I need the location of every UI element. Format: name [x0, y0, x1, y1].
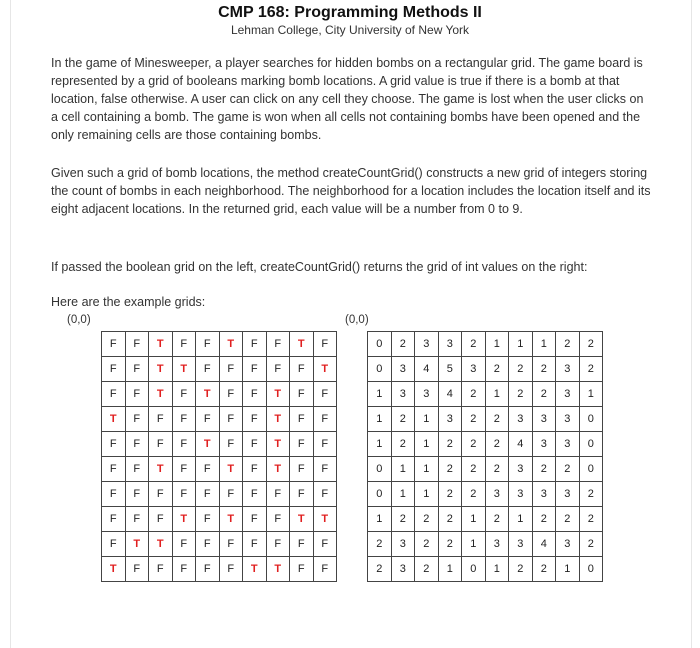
bool-grid-row: [102, 332, 337, 357]
count-grid-row: [368, 382, 603, 407]
bool-grid-cell: T: [149, 332, 173, 357]
bool-grid-cell: F: [313, 532, 337, 557]
count-grid-row: [368, 407, 603, 432]
bool-grid-row: [102, 382, 337, 407]
count-grid-cell: 1: [415, 432, 439, 457]
bool-grid-row: [102, 432, 337, 457]
bool-grid-cell: F: [149, 482, 173, 507]
bool-grid-cell: F: [266, 482, 290, 507]
page-subtitle: Lehman College, City University of New York: [230, 23, 470, 37]
bool-grid-cell: F: [196, 557, 220, 582]
bool-grid-cell: T: [172, 507, 196, 532]
bool-grid-cell: T: [102, 407, 126, 432]
count-grid-cell: 2: [438, 507, 462, 532]
bool-grid-cell: F: [102, 432, 126, 457]
count-grid-cell: 3: [415, 382, 439, 407]
count-grid-cell: 2: [485, 457, 509, 482]
bool-grid-cell: F: [102, 507, 126, 532]
bool-grid-cell: T: [219, 507, 243, 532]
count-grid-cell: 2: [415, 532, 439, 557]
count-grid-cell: 2: [462, 482, 486, 507]
bool-grid-cell: F: [172, 457, 196, 482]
bool-grid-cell: F: [266, 507, 290, 532]
bool-grid-cell: F: [172, 382, 196, 407]
bool-grid-cell: T: [243, 557, 267, 582]
bool-grid-cell: F: [219, 557, 243, 582]
bool-grid-cell: F: [313, 557, 337, 582]
count-grid-cell: 3: [485, 532, 509, 557]
bool-grid-cell: T: [125, 532, 149, 557]
count-grid-cell: 0: [368, 332, 392, 357]
bool-grid-cell: F: [172, 482, 196, 507]
count-grid-cell: 2: [485, 432, 509, 457]
count-grid-cell: 2: [532, 457, 556, 482]
bool-grid-cell: F: [149, 407, 173, 432]
bool-grid-cell: F: [243, 532, 267, 557]
count-grid-cell: 1: [415, 457, 439, 482]
method-description-paragraph: Given such a grid of bomb locations, the method createCountGrid() constructs a new grid of integers storing the count of bombs in each neighborhood. The neighborhood for a location includes the location itself and its eight adjacent locations. In the returned grid, each value will be a number from 0 to 9.: [51, 166, 651, 216]
count-grid-cell: 2: [579, 532, 603, 557]
count-grid-cell: 2: [532, 382, 556, 407]
bool-grid-cell: F: [172, 557, 196, 582]
count-grid-cell: 3: [556, 432, 580, 457]
bool-grid-cell: F: [219, 432, 243, 457]
bool-grid-cell: F: [219, 407, 243, 432]
count-grid-cell: 2: [391, 507, 415, 532]
bool-grid-cell: T: [266, 557, 290, 582]
bool-grid-cell: T: [290, 507, 314, 532]
count-grid-cell: 3: [391, 382, 415, 407]
count-grid-cell: 3: [556, 382, 580, 407]
count-grid-cell: 2: [462, 332, 486, 357]
bool-grid-cell: F: [196, 357, 220, 382]
bool-grid-cell: F: [196, 407, 220, 432]
count-grid-cell: 2: [415, 507, 439, 532]
count-grid-cell: 2: [485, 507, 509, 532]
count-grid-cell: 1: [462, 507, 486, 532]
bool-grid-cell: F: [243, 432, 267, 457]
count-grid-cell: 2: [462, 407, 486, 432]
bool-grid-cell: F: [313, 382, 337, 407]
bool-grid-cell: F: [313, 332, 337, 357]
bool-grid-cell: T: [219, 457, 243, 482]
count-grid-cell: 2: [532, 507, 556, 532]
count-grid-cell: 3: [391, 532, 415, 557]
count-grid-cell: 2: [438, 432, 462, 457]
count-grid-row: [368, 557, 603, 582]
count-grid-cell: 2: [579, 507, 603, 532]
intro-paragraph: In the game of Minesweeper, a player searches for hidden bombs on a rectangular grid. The game board is represented by a grid of booleans marking bomb locations. A grid value is true if there is a bomb at that location, false otherwise. A user can click on any cell they choose. The game is lost when the user clicks on a cell containing a bomb. The game is won when all cells not containing bombs have been opened and the only remaining cells are those containing bombs.: [51, 56, 644, 142]
count-grid-cell: 1: [485, 557, 509, 582]
bool-grid-cell: F: [172, 407, 196, 432]
count-grid-cell: 3: [532, 482, 556, 507]
bool-grid-cell: F: [149, 557, 173, 582]
bool-grid-cell: F: [172, 532, 196, 557]
bool-grid-row: [102, 407, 337, 432]
bool-grid-cell: F: [290, 407, 314, 432]
count-grid-cell: 1: [579, 382, 603, 407]
bool-grid-cell: F: [125, 482, 149, 507]
bool-grid-cell: T: [266, 432, 290, 457]
count-grid-cell: 2: [556, 457, 580, 482]
bool-grid-cell: T: [219, 332, 243, 357]
count-grid-cell: 3: [391, 557, 415, 582]
count-grid-cell: 3: [438, 407, 462, 432]
count-grid-cell: 2: [556, 507, 580, 532]
count-grid-cell: 2: [438, 457, 462, 482]
bool-grid-cell: F: [313, 482, 337, 507]
bool-grid-cell: F: [290, 432, 314, 457]
count-grid-cell: 0: [579, 557, 603, 582]
bool-grid-cell: F: [266, 532, 290, 557]
bool-grid-cell: F: [196, 532, 220, 557]
count-grid-cell: 2: [462, 457, 486, 482]
bool-grid-cell: F: [243, 457, 267, 482]
bool-grid-cell: F: [125, 357, 149, 382]
bool-grid-cell: T: [266, 382, 290, 407]
bool-grid-cell: T: [149, 357, 173, 382]
bool-grid-cell: T: [266, 457, 290, 482]
count-grid-cell: 1: [485, 382, 509, 407]
bool-grid-origin-label: (0,0): [67, 314, 91, 326]
bool-grid-cell: F: [313, 432, 337, 457]
count-grid-cell: 3: [438, 332, 462, 357]
count-grid: [367, 331, 603, 582]
bool-grid-cell: F: [266, 332, 290, 357]
count-grid-cell: 2: [368, 557, 392, 582]
count-grid-cell: 1: [438, 557, 462, 582]
bool-grid-cell: F: [290, 532, 314, 557]
bool-grid-row: [102, 457, 337, 482]
bool-grid-cell: T: [313, 507, 337, 532]
count-grid-cell: 2: [532, 357, 556, 382]
example-intro-paragraph: If passed the boolean grid on the left, createCountGrid() returns the grid of int values on the right:: [51, 260, 588, 274]
count-grid-cell: 2: [391, 432, 415, 457]
bool-grid-cell: F: [102, 457, 126, 482]
bool-grid-cell: F: [266, 357, 290, 382]
bool-grid-cell: F: [125, 432, 149, 457]
count-grid-row: [368, 482, 603, 507]
count-grid-cell: 3: [509, 482, 533, 507]
count-grid-cell: 2: [509, 382, 533, 407]
examples-label: Here are the example grids:: [51, 295, 206, 309]
bool-grid-cell: F: [290, 357, 314, 382]
count-grid-cell: 1: [509, 507, 533, 532]
count-grid-row: [368, 507, 603, 532]
count-grid-cell: 0: [462, 557, 486, 582]
count-grid-origin-label: (0,0): [345, 314, 369, 326]
bool-grid-cell: F: [102, 357, 126, 382]
count-grid-cell: 2: [391, 332, 415, 357]
bool-grid-cell: F: [243, 382, 267, 407]
bool-grid-cell: F: [196, 457, 220, 482]
count-grid-cell: 2: [368, 532, 392, 557]
count-grid-row: [368, 432, 603, 457]
count-grid-cell: 3: [509, 407, 533, 432]
bool-grid-cell: F: [290, 457, 314, 482]
count-grid-cell: 2: [415, 557, 439, 582]
bool-grid-cell: F: [290, 482, 314, 507]
count-grid-cell: 4: [415, 357, 439, 382]
count-grid-cell: 1: [485, 332, 509, 357]
bool-grid-cell: F: [102, 532, 126, 557]
count-grid-cell: 1: [368, 432, 392, 457]
bool-grid-cell: T: [149, 532, 173, 557]
bool-grid-cell: F: [125, 457, 149, 482]
count-grid-cell: 2: [485, 357, 509, 382]
count-grid-cell: 0: [579, 432, 603, 457]
bool-grid-row: [102, 357, 337, 382]
count-grid-cell: 0: [579, 457, 603, 482]
bool-grid-cell: F: [243, 482, 267, 507]
count-grid-row: [368, 457, 603, 482]
count-grid-cell: 5: [438, 357, 462, 382]
bool-grid-cell: F: [243, 507, 267, 532]
bool-grid-cell: T: [290, 332, 314, 357]
bool-grid-cell: F: [102, 482, 126, 507]
bool-grid-row: [102, 507, 337, 532]
count-grid-cell: 0: [579, 407, 603, 432]
count-grid-cell: 2: [556, 332, 580, 357]
bool-grid-cell: T: [149, 382, 173, 407]
bool-grid-cell: F: [149, 507, 173, 532]
bool-grid-cell: T: [102, 557, 126, 582]
bool-grid-cell: F: [196, 482, 220, 507]
bool-grid-cell: F: [313, 407, 337, 432]
count-grid-cell: 2: [579, 357, 603, 382]
bool-grid-cell: F: [125, 382, 149, 407]
count-grid-cell: 1: [462, 532, 486, 557]
count-grid-cell: 2: [532, 557, 556, 582]
count-grid-cell: 1: [368, 382, 392, 407]
bool-grid-cell: F: [243, 332, 267, 357]
bool-grid-cell: F: [243, 357, 267, 382]
bool-grid-cell: F: [102, 332, 126, 357]
count-grid-cell: 3: [556, 407, 580, 432]
bool-grid-cell: F: [172, 432, 196, 457]
count-grid-cell: 1: [532, 332, 556, 357]
bool-grid-cell: F: [125, 407, 149, 432]
count-grid-cell: 1: [368, 507, 392, 532]
count-grid-cell: 2: [462, 382, 486, 407]
count-grid-row: [368, 357, 603, 382]
bool-grid-cell: F: [219, 382, 243, 407]
count-grid-cell: 4: [509, 432, 533, 457]
bool-grid-cell: F: [125, 332, 149, 357]
count-grid-cell: 3: [556, 482, 580, 507]
count-grid-cell: 3: [462, 357, 486, 382]
count-grid-cell: 1: [556, 557, 580, 582]
bool-grid-cell: F: [149, 432, 173, 457]
count-grid-cell: 3: [532, 432, 556, 457]
bool-grid-cell: T: [196, 432, 220, 457]
count-grid-cell: 0: [368, 357, 392, 382]
count-grid-cell: 2: [509, 557, 533, 582]
bool-grid-cell: T: [149, 457, 173, 482]
count-grid-cell: 2: [485, 407, 509, 432]
bool-grid-cell: F: [219, 532, 243, 557]
count-grid-cell: 3: [556, 532, 580, 557]
count-grid-cell: 2: [579, 332, 603, 357]
count-grid-cell: 3: [556, 357, 580, 382]
count-grid-cell: 3: [509, 532, 533, 557]
bool-grid-cell: F: [102, 382, 126, 407]
count-grid-row: [368, 532, 603, 557]
count-grid-cell: 2: [391, 407, 415, 432]
count-grid-cell: 1: [368, 407, 392, 432]
count-grid-cell: 1: [391, 457, 415, 482]
count-grid-cell: 3: [485, 482, 509, 507]
count-grid-cell: 3: [415, 332, 439, 357]
bool-grid-cell: F: [125, 507, 149, 532]
count-grid-cell: 3: [532, 407, 556, 432]
boolean-bomb-grid: [101, 331, 337, 582]
bool-grid-cell: F: [219, 357, 243, 382]
bool-grid-cell: F: [243, 407, 267, 432]
count-grid-cell: 4: [438, 382, 462, 407]
count-grid-cell: 3: [391, 357, 415, 382]
bool-grid-cell: F: [196, 332, 220, 357]
count-grid-cell: 4: [532, 532, 556, 557]
count-grid-cell: 1: [391, 482, 415, 507]
count-grid-cell: 3: [509, 457, 533, 482]
count-grid-cell: 0: [368, 457, 392, 482]
count-grid-cell: 2: [438, 532, 462, 557]
bool-grid-cell: F: [172, 332, 196, 357]
bool-grid-cell: F: [125, 557, 149, 582]
bool-grid-cell: T: [196, 382, 220, 407]
count-grid-cell: 1: [509, 332, 533, 357]
bool-grid-cell: F: [196, 507, 220, 532]
bool-grid-cell: F: [290, 382, 314, 407]
bool-grid-cell: F: [219, 482, 243, 507]
count-grid-cell: 0: [368, 482, 392, 507]
bool-grid-cell: F: [290, 557, 314, 582]
count-grid-cell: 2: [509, 357, 533, 382]
bool-grid-row: [102, 557, 337, 582]
bool-grid-cell: T: [313, 357, 337, 382]
bool-grid-cell: T: [172, 357, 196, 382]
page-title: CMP 168: Programming Methods II: [218, 4, 482, 21]
bool-grid-cell: T: [266, 407, 290, 432]
count-grid-cell: 2: [462, 432, 486, 457]
count-grid-cell: 2: [579, 482, 603, 507]
bool-grid-row: [102, 482, 337, 507]
bool-grid-row: [102, 532, 337, 557]
count-grid-cell: 2: [438, 482, 462, 507]
count-grid-row: [368, 332, 603, 357]
count-grid-cell: 1: [415, 482, 439, 507]
bool-grid-cell: F: [313, 457, 337, 482]
count-grid-cell: 1: [415, 407, 439, 432]
